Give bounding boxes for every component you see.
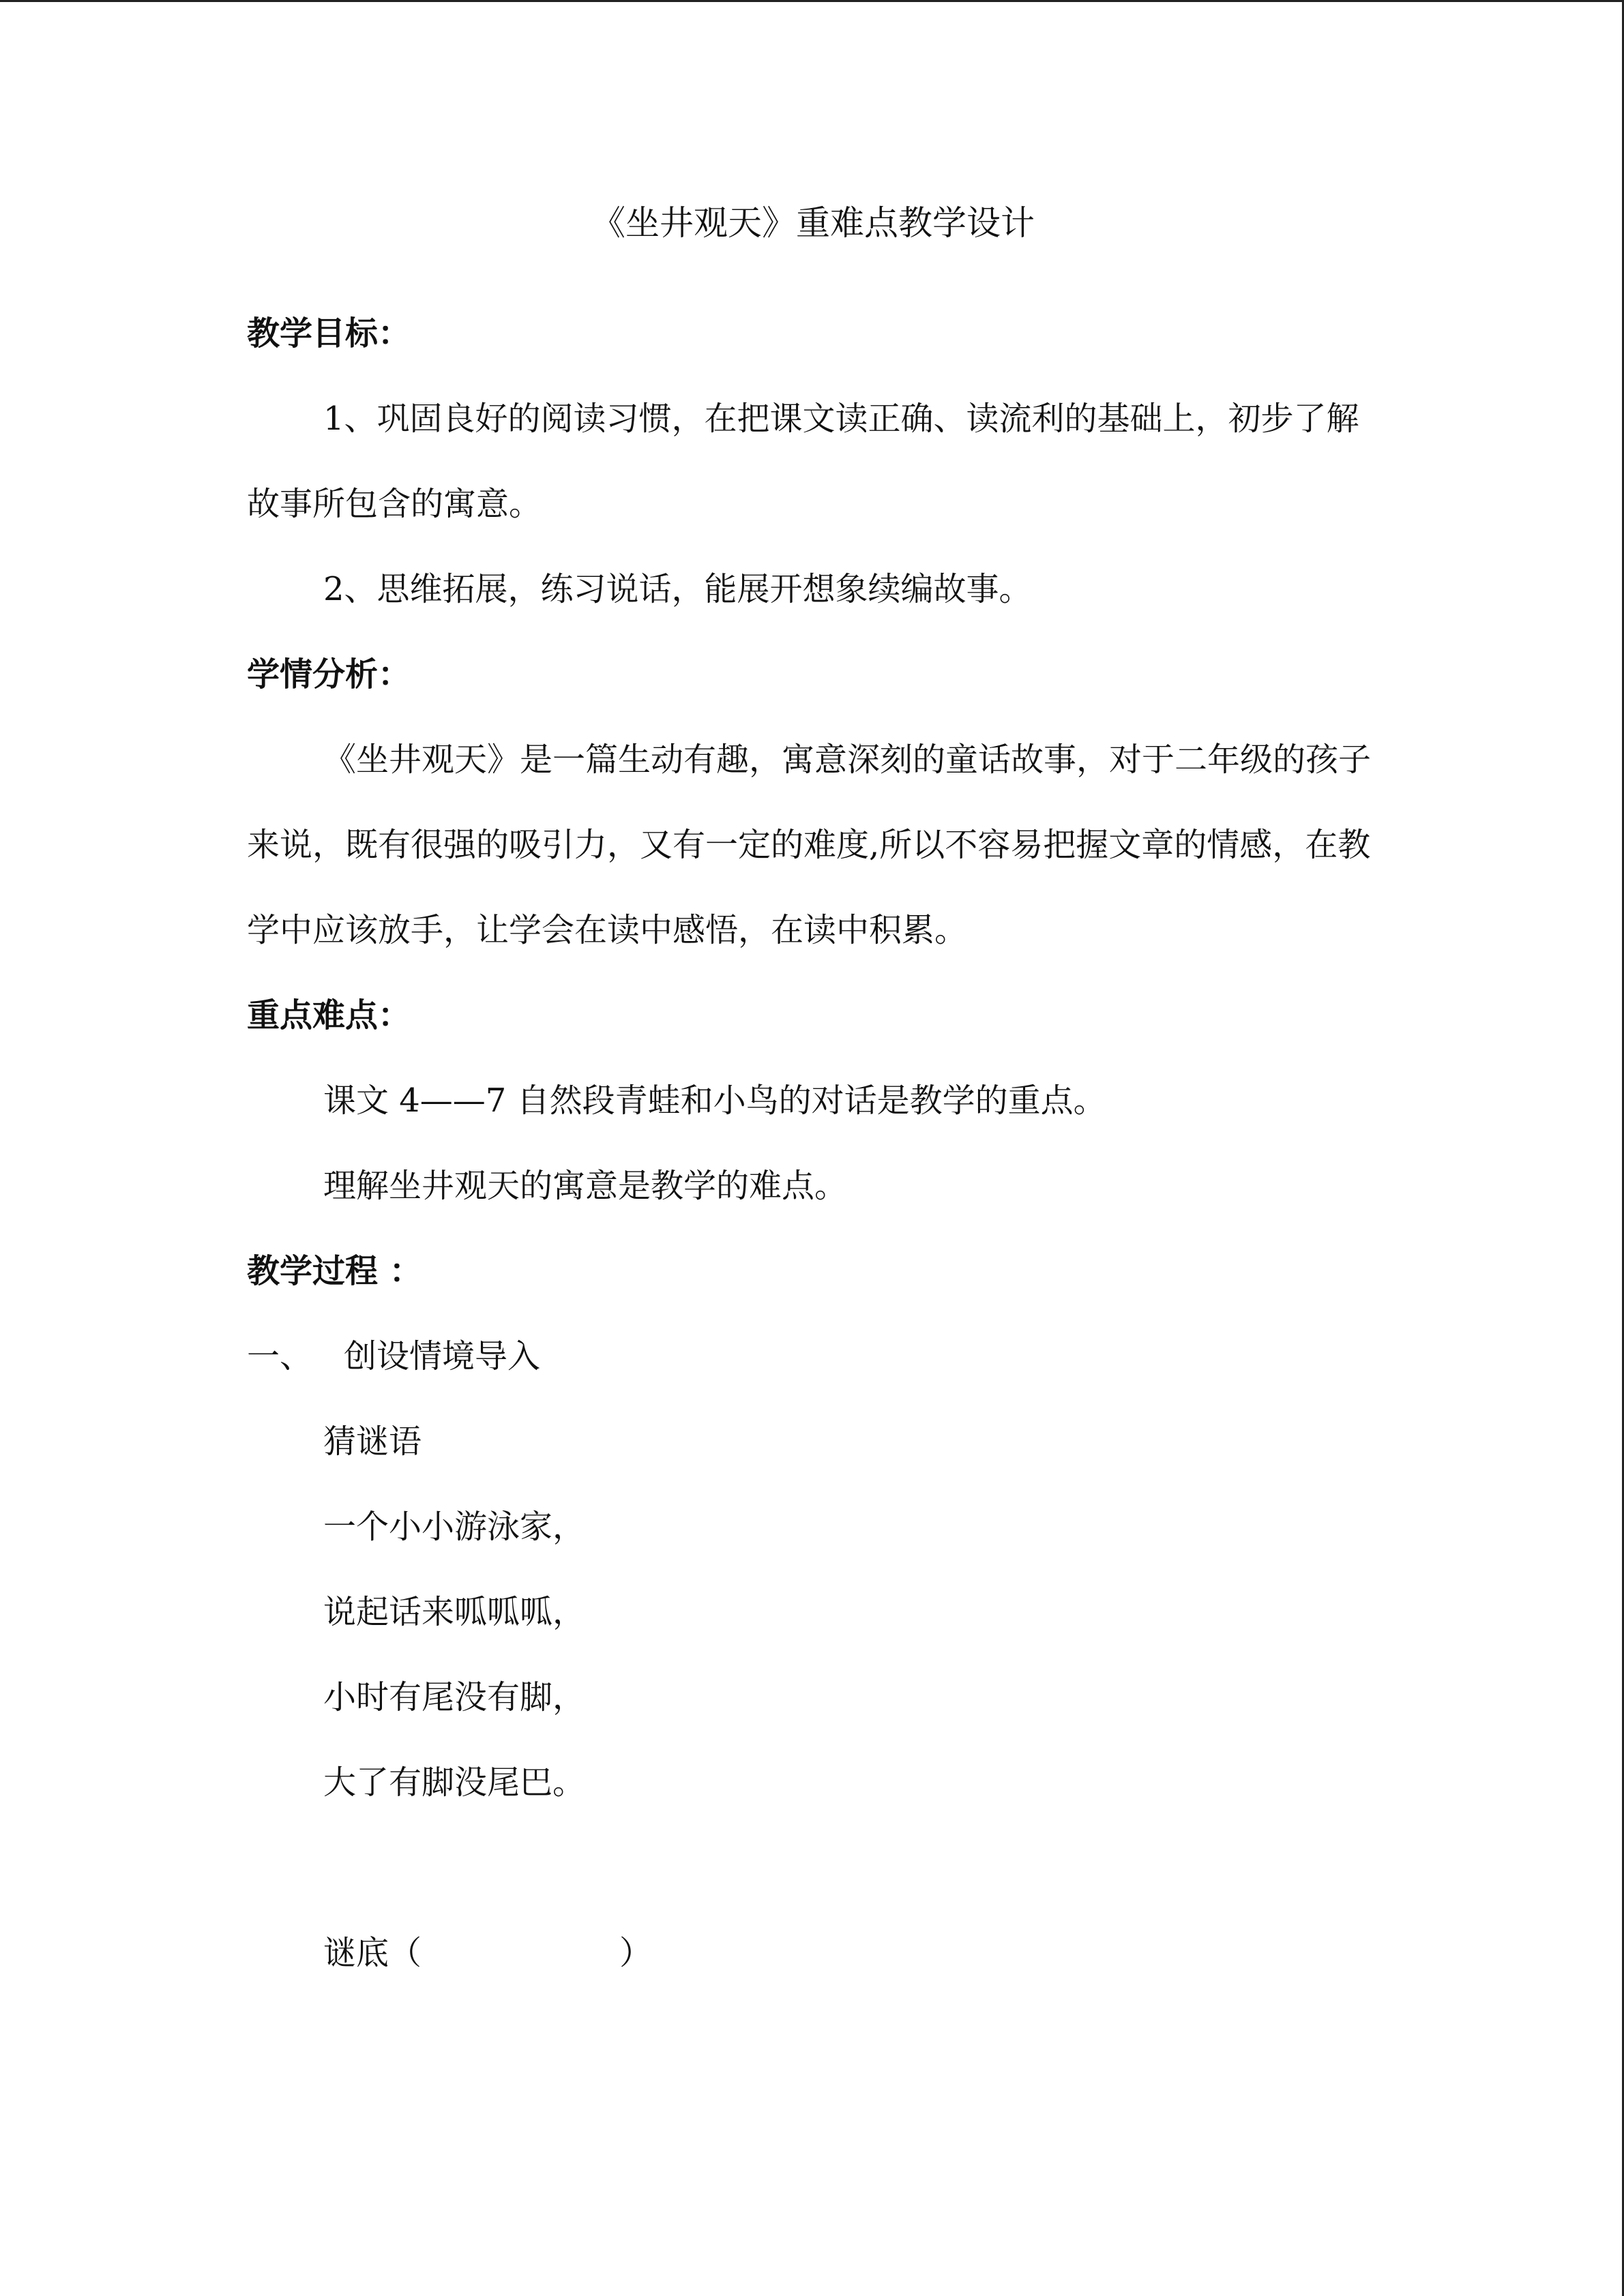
heading-analysis: 学情分析： bbox=[247, 655, 411, 694]
heading-key-points: 重点难点： bbox=[247, 996, 411, 1034]
document-page bbox=[247, 205, 1379, 1996]
process-step-1 bbox=[247, 1314, 1379, 1399]
objective-item-2: 2、思维拓展，练习说话，能展开想象续编故事。 bbox=[323, 570, 1032, 608]
riddle-line-2: 说起话来呱呱呱， bbox=[323, 1593, 586, 1631]
key-point-2: 理解坐井观天的寓意是教学的难点。 bbox=[323, 1167, 848, 1205]
process-step-title: 创设情境导入 bbox=[344, 1337, 541, 1375]
key-point-1: 课文 4——7 自然段青蛙和小鸟的对话是教学的重点。 bbox=[323, 1082, 1106, 1120]
heading-objectives: 教学目标： bbox=[247, 314, 411, 353]
objective-item-1: 1、巩固良好的阅读习惯，在把课文读正确、读流利的基础上，初步了解故事所包含的寓意。 bbox=[247, 400, 1359, 523]
riddle-answer bbox=[247, 1911, 1379, 1996]
riddle-answer-label: 谜底（ bbox=[323, 1934, 422, 1972]
document-title: 《坐井观天》重难点教学设计 bbox=[591, 203, 1035, 243]
riddle-answer-close: ） bbox=[619, 1934, 653, 1972]
riddle-line-4: 大了有脚没尾巴。 bbox=[323, 1763, 586, 1802]
riddle-line-1: 一个小小游泳家， bbox=[323, 1508, 586, 1546]
blank-spacer bbox=[247, 1825, 1379, 1911]
riddle-line-3: 小时有尾没有脚， bbox=[323, 1678, 586, 1716]
heading-process: 教学过程 ： bbox=[247, 1252, 422, 1290]
riddle-label: 猜谜语 bbox=[323, 1422, 422, 1461]
process-step-number: 一、 bbox=[247, 1337, 313, 1375]
page-top-border bbox=[0, 0, 1624, 2]
analysis-text: 《坐井观天》是一篇生动有趣，寓意深刻的童话故事，对于二年级的孩子来说，既有很强的吸引力，又有一定的难度,所以不容易把握文章的情感，在教学中应该放手，让学会在读中感悟，在读中积累。 bbox=[247, 741, 1372, 949]
